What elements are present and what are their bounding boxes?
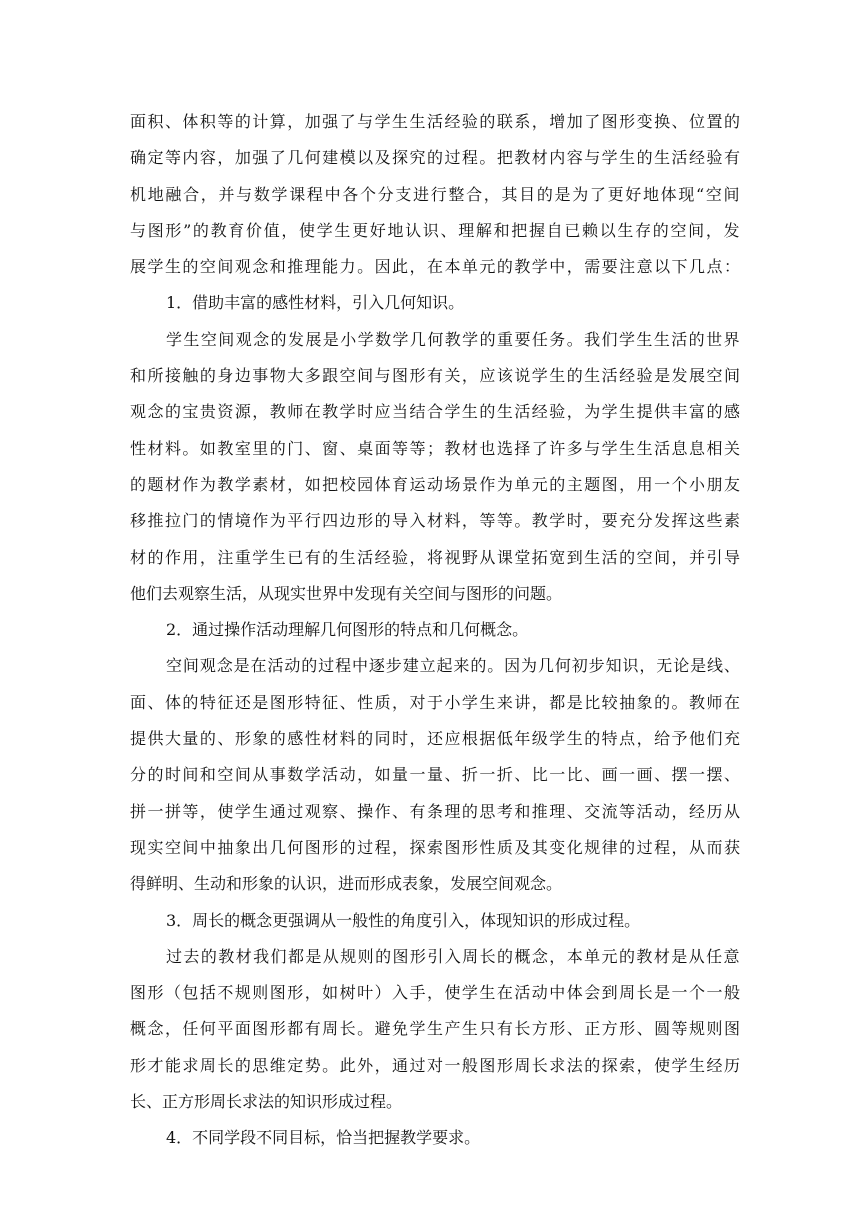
paragraph-line: 材 的 作 用 ， 注 重 学 生 已 有 的 生 活 经 验 ， 将 视 野 从 课 堂 拓 宽 到 生 活 的 空 间 ， 并 引 导 (130, 547, 740, 567)
paragraph-last-line: 长、正方形周长求法的知识形成过程。 (130, 1092, 403, 1112)
paragraph-line: 与 图 形 ” 的 教 育 价 值 ， 使 学 生 更 好 地 认 识 、 理 解 和 把 握 自 已 赖 以 生 存 的 空 间 ， 发 (130, 220, 740, 240)
paragraph-last-line: 得鲜明、生动和形象的认识，进而形成表象，发展空间观念。 (130, 874, 563, 894)
paragraph-line: 形 才 能 求 周 长 的 思 维 定 势 。 此 外 ， 通 过 对 一 般 图 形 周 长 求 法 的 探 索 ， 使 学 生 经 历 (130, 1055, 740, 1075)
paragraph-line: 现 实 空 间 中 抽 象 出 几 何 图 形 的 过 程 ， 探 索 图 形 性 质 及 其 变 化 规 律 的 过 程 ， 从 而 获 (130, 837, 740, 857)
paragraph-line: 性 材 料 。 如 教 室 里 的 门 、 窗 、 桌 面 等 等 ； 教 材 也 选 择 了 许 多 与 学 生 生 活 息 息 相 关 (130, 438, 740, 458)
paragraph-first-line: 空 间 观 念 是 在 活 动 的 过 程 中 逐 步 建 立 起 来 的 。 因 为 几 何 初 步 知 识 ， 无 论 是 线 、 (166, 656, 740, 676)
paragraph-line: 观 念 的 宝 贵 资 源 ， 教 师 在 教 学 时 应 当 结 合 学 生 的 生 活 经 验 ， 为 学 生 提 供 丰 富 的 感 (130, 402, 740, 422)
paragraph-last-line: 他们去观察生活，从现实世界中发现有关空间与图形的问题。 (130, 583, 563, 603)
paragraph-line: 分 的 时 间 和 空 间 从 事 数 学 活 动 ， 如 量 一 量 、 折 一 折 、 比 一 比 、 画 一 画 、 摆 一 摆 、 (130, 765, 740, 785)
section-heading: 3．周长的概念更强调从一般性的角度引入，体现知识的形成过程。 (166, 910, 641, 930)
paragraph-line: 的 题 材 作 为 教 学 素 材 ， 如 把 校 园 体 育 运 动 场 景 作 为 单 元 的 主 题 图 ， 用 一 个 小 朋 友 (130, 474, 740, 494)
paragraph-line: 和 所 接 触 的 身 边 事 物 大 多 跟 空 间 与 图 形 有 关 ， 应 该 说 学 生 的 生 活 经 验 是 发 展 空 间 (130, 366, 740, 386)
section-heading: 4．不同学段不同目标，恰当把握教学要求。 (166, 1128, 481, 1148)
paragraph-first-line: 过 去 的 教 材 我 们 都 是 从 规 则 的 图 形 引 入 周 长 的 概 念 ， 本 单 元 的 教 材 是 从 任 意 (166, 946, 740, 966)
paragraph-first-line: 学 生 空 间 观 念 的 发 展 是 小 学 数 学 几 何 教 学 的 重 要 任 务 。 我 们 学 生 生 活 的 世 界 (166, 329, 740, 349)
paragraph-line: 确 定 等 内 容 ， 加 强 了 几 何 建 模 以 及 探 究 的 过 程 。 把 教 材 内 容 与 学 生 的 生 活 经 验 有 (130, 148, 740, 168)
paragraph-line: 提 供 大 量 的 、 形 象 的 感 性 材 料 的 同 时 ， 还 应 根 据 低 年 级 学 生 的 特 点 ， 给 予 他 们 充 (130, 729, 740, 749)
section-heading: 1．借助丰富的感性材料，引入几何知识。 (166, 293, 465, 313)
paragraph-line: 拼 一 拼 等 ， 使 学 生 通 过 观 察 、 操 作 、 有 条 理 的 思 考 和 推 理 、 交 流 等 活 动 ， 经 历 从 (130, 801, 740, 821)
document-body (130, 104, 740, 1157)
paragraph-line: 面 积 、 体 积 等 的 计 算 ， 加 强 了 与 学 生 生 活 经 验 的 联 系 ， 增 加 了 图 形 变 换 、 位 置 的 (130, 112, 740, 131)
paragraph-line: 概 念 ， 任 何 平 面 图 形 都 有 周 长 。 避 免 学 生 产 生 只 有 长 方 形 、 正 方 形 、 圆 等 规 则 图 (130, 1019, 740, 1039)
section-heading: 2．通过操作活动理解几何图形的特点和几何概念。 (166, 620, 529, 640)
paragraph-line: 移 推 拉 门 的 情 境 作 为 平 行 四 边 形 的 导 入 材 料 ， 等 等 。 教 学 时 ， 要 充 分 发 挥 这 些 素 (130, 511, 740, 531)
paragraph-line: 图 形 （ 包 括 不 规 则 图 形 ， 如 树 叶 ） 入 手 ， 使 学 生 在 活 动 中 体 会 到 周 长 是 一 个 一 般 (130, 983, 740, 1003)
paragraph-line: 展 学 生 的 空 间 观 念 和 推 理 能 力 。 因 此 ， 在 本 单 元 的 教 学 中 ， 需 要 注 意 以 下 几 点 ： (130, 257, 740, 277)
paragraph-line: 面 、 体 的 特 征 还 是 图 形 特 征 、 性 质 ， 对 于 小 学 生 来 讲 ， 都 是 比 较 抽 象 的 。 教 师 在 (130, 692, 740, 712)
paragraph-line: 机 地 融 合 ， 并 与 数 学 课 程 中 各 个 分 支 进 行 整 合 ， 其 目 的 是 为 了 更 好 地 体 现 “ 空 间 (130, 184, 740, 204)
